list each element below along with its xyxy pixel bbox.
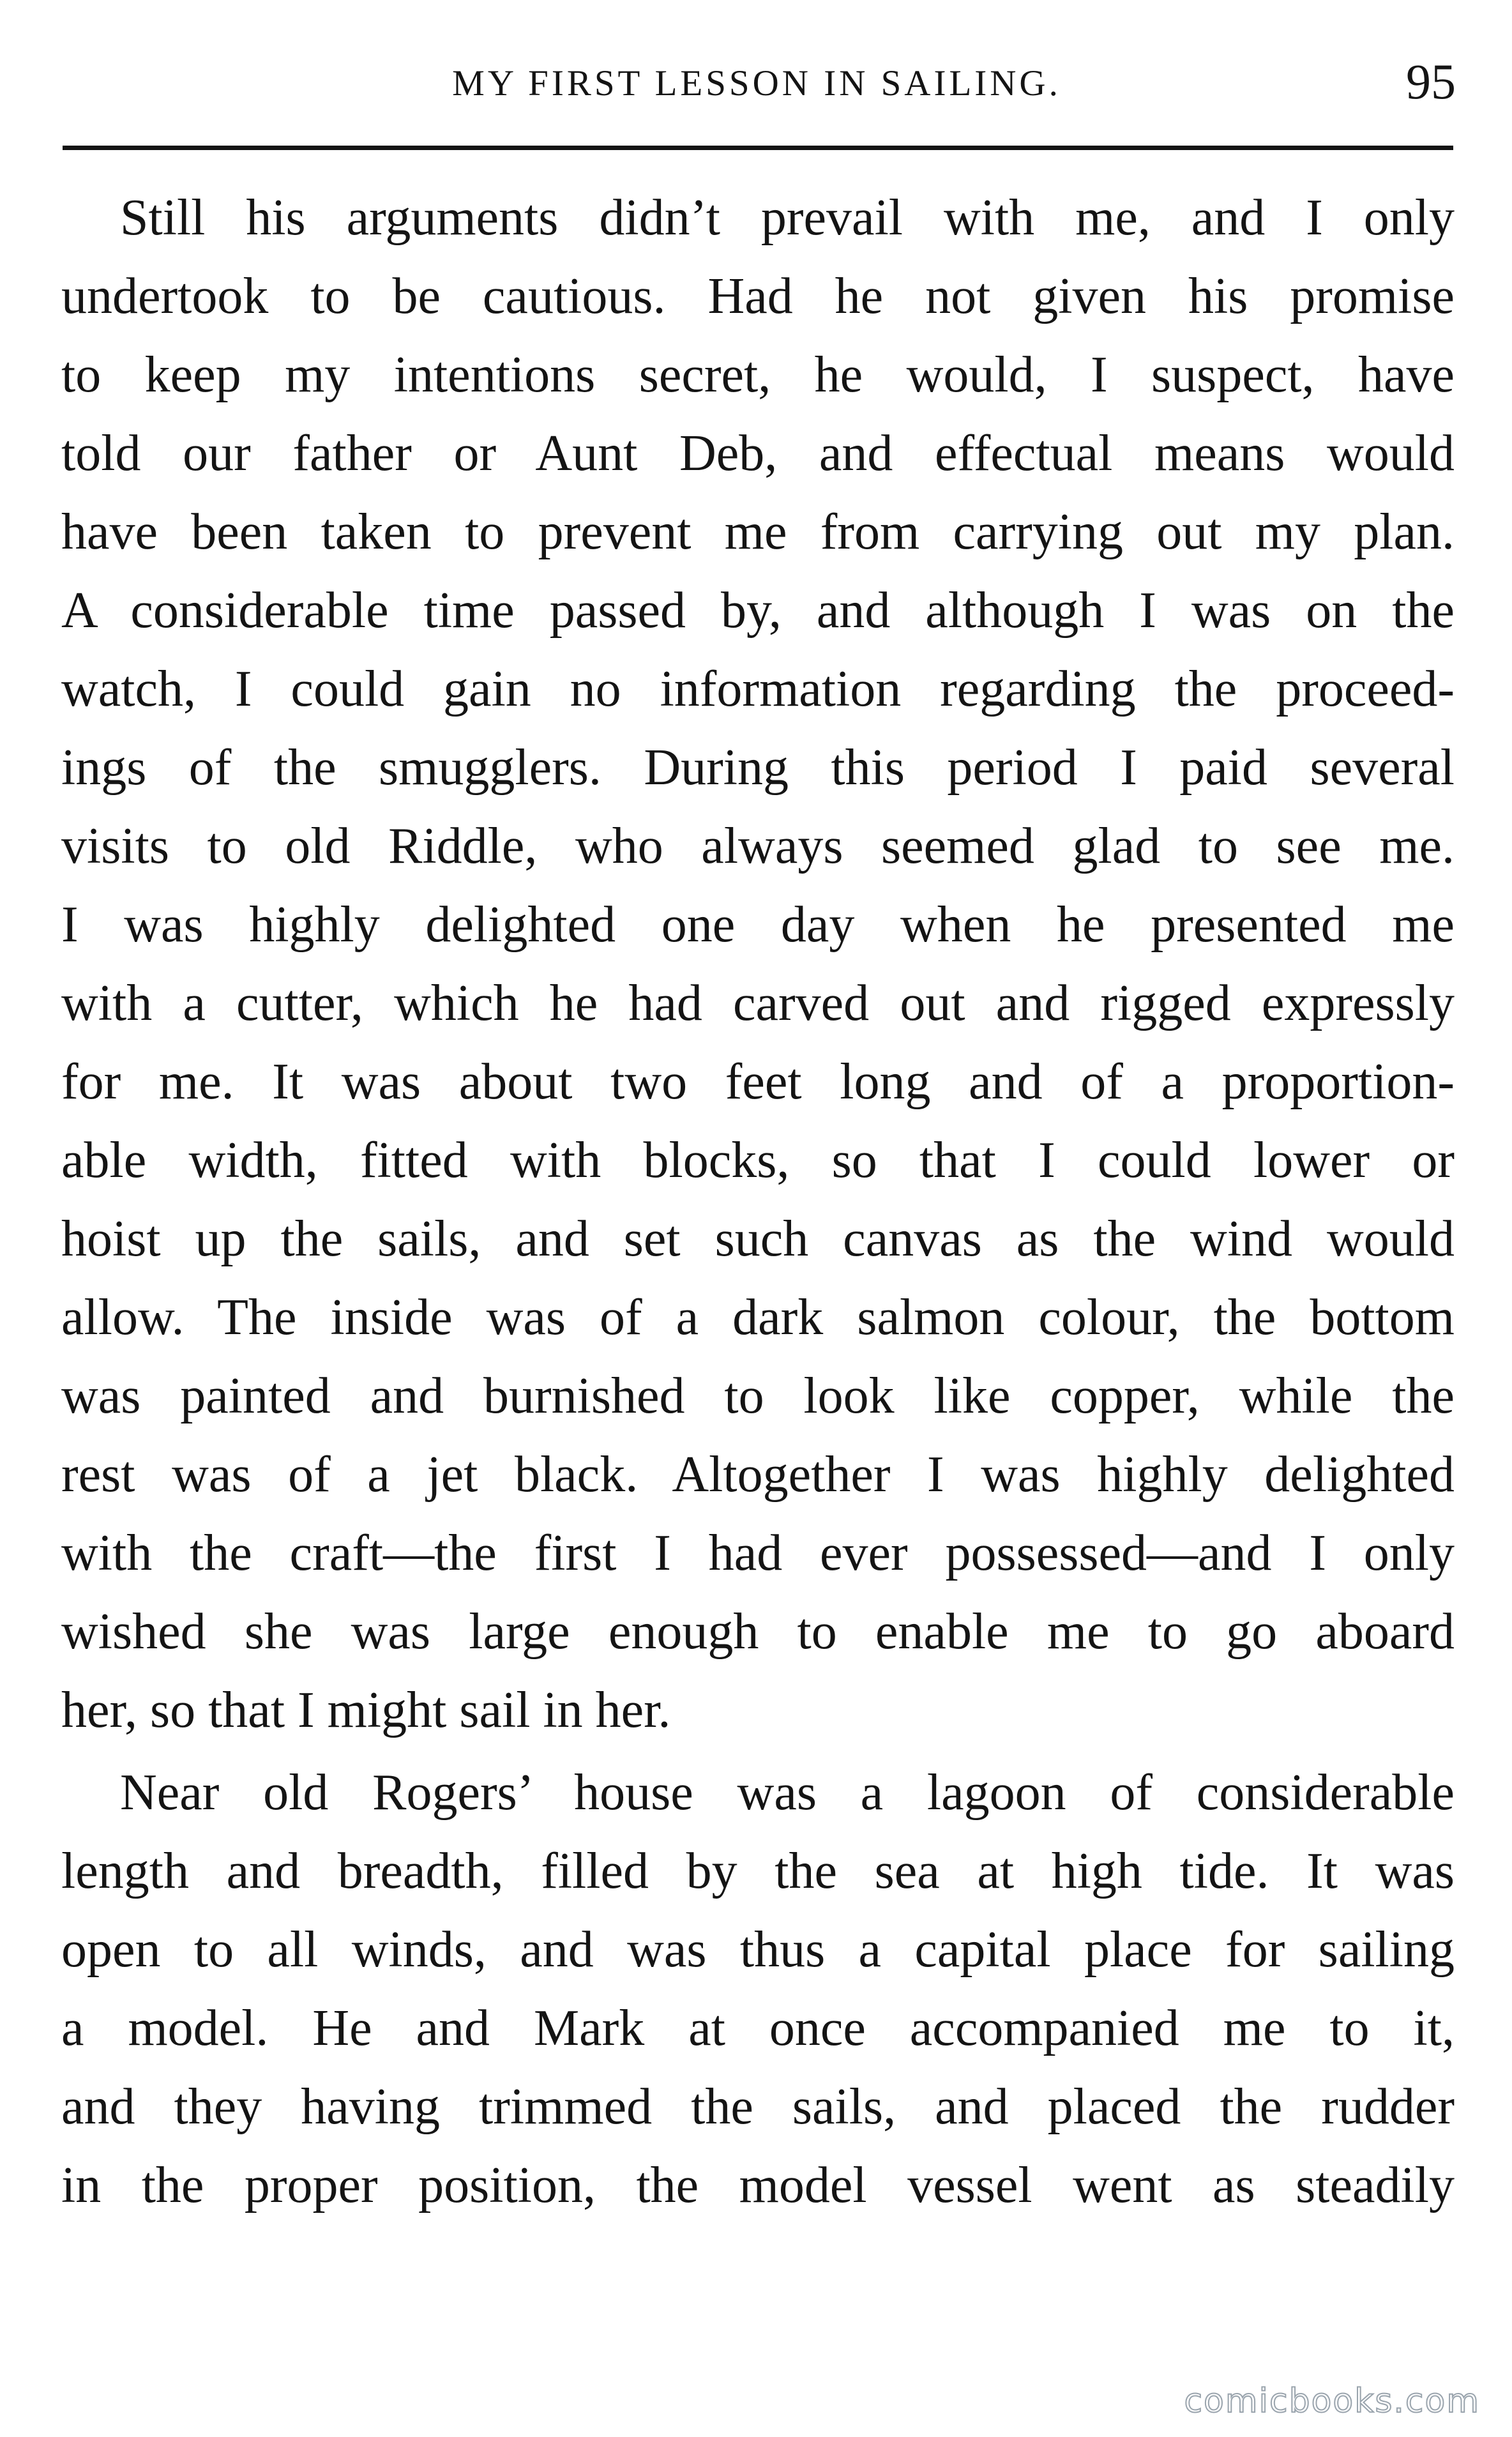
text-line: in the proper position, the model vessel went as steadily [61,2157,1455,2213]
text-line: I was highly delighted one day when he presented me [61,897,1455,953]
text-line: a model. He and Mark at once accompanied me to it, [61,2000,1455,2056]
text-line: Near old Rogers’ house was a lagoon of considerable [120,1765,1455,1821]
text-line-last: her, so that I might sail in her. [61,1682,671,1738]
paragraph-2 [61,1754,1455,2225]
text-line: A considerable time passed by, and although I was on the [61,582,1455,639]
text-line: to keep my intentions secret, he would, I suspect, have [61,347,1455,403]
chapter-title: MY FIRST LESSON IN SAILING. [452,63,1061,103]
page-number: 95 [1406,54,1456,109]
running-head [57,51,1456,121]
body-text [61,179,1455,2225]
text-line: have been taken to prevent me from carrying out my plan. [61,504,1455,560]
text-line: with a cutter, which he had carved out and rigged expressly [61,975,1455,1031]
text-line: allow. The inside was of a dark salmon colour, the bottom [61,1289,1455,1346]
text-line: visits to old Riddle, who always seemed glad to see me. [61,818,1455,874]
watermark-logo: comicbooks.com [1184,2382,1480,2420]
text-line: length and breadth, filled by the sea at high tide. It was [61,1843,1455,1899]
text-line: Still his arguments didn’t prevail with me, and I only [120,190,1455,246]
header-rule [63,146,1453,150]
text-line: and they having trimmed the sails, and placed the rudder [61,2079,1455,2135]
text-line: rest was of a jet black. Altogether I was highly delighted [61,1446,1455,1503]
text-line: ings of the smugglers. During this period I paid several [61,740,1455,796]
text-line: was painted and burnished to look like copper, while the [61,1368,1455,1424]
text-line: watch, I could gain no information regarding the proceed- [61,661,1455,717]
text-line: with the craft—the first I had ever possessed—and I only [61,1525,1455,1581]
text-line: told our father or Aunt Deb, and effectual means would [61,425,1455,482]
text-line: hoist up the sails, and set such canvas as the wind would [61,1211,1455,1267]
paragraph-1 [61,179,1455,1750]
text-line: open to all winds, and was thus a capital place for sailing [61,1922,1455,1978]
text-line: wished she was large enough to enable me to go aboard [61,1604,1455,1660]
text-line: for me. It was about two feet long and of a proportion- [61,1054,1455,1110]
text-line: able width, fitted with blocks, so that I could lower or [61,1132,1455,1188]
text-line: undertook to be cautious. Had he not given his promise [61,268,1455,324]
